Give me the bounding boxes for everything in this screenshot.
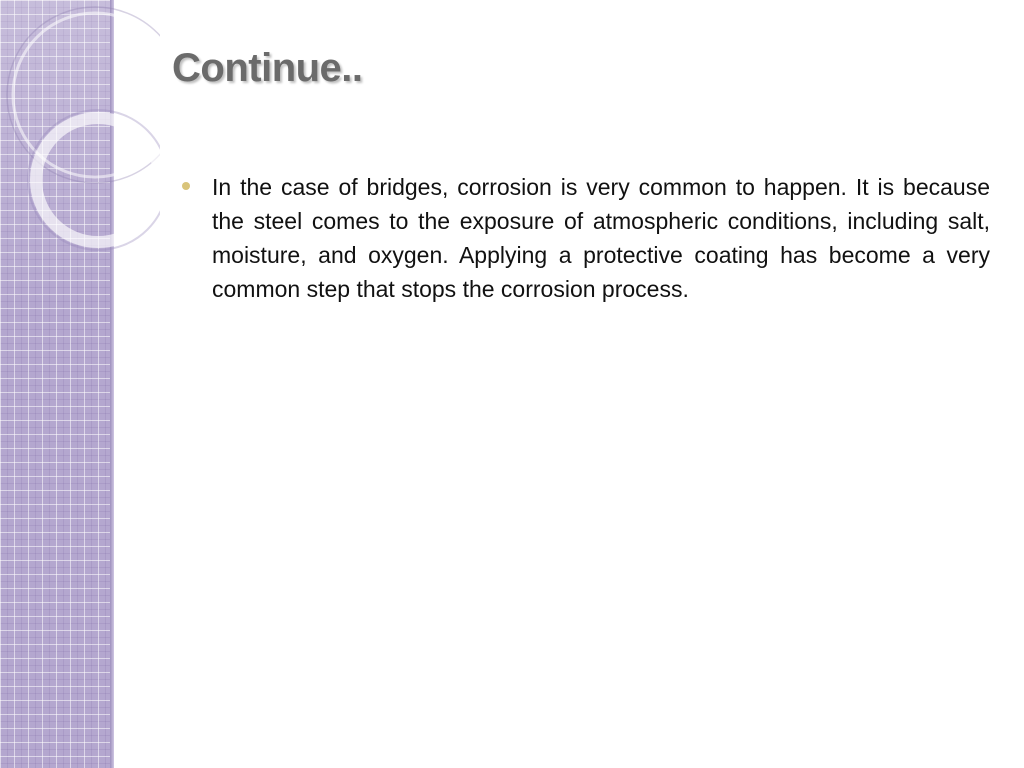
bullet-dot-icon: [182, 182, 190, 190]
slide-title: Continue..: [172, 46, 363, 90]
bullet-list: [182, 170, 990, 306]
bullet-text: In the case of bridges, corrosion is very common to happen. It is because the steel comes to the exposure of atmospheric conditions, including salt, moisture, and oxygen. Applying a protective coating has become a very common step that stops the corrosion process.: [212, 174, 990, 302]
side-band-shade: [0, 0, 114, 768]
side-band-edge: [110, 0, 114, 768]
list-item: [182, 170, 990, 306]
